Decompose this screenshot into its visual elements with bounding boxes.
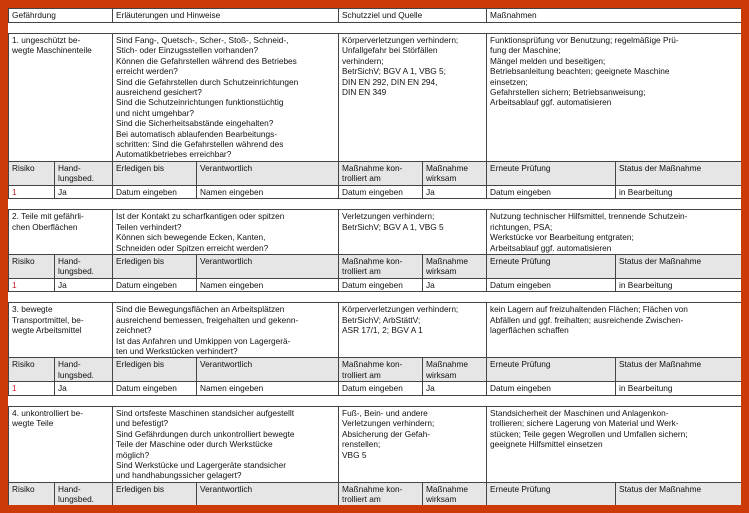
hazard-measures: Funktionsprüfung vor Benutzung; regelmäßige Prü- fung der Maschine; Mängel melden und beseitigen; Betriebsanleitung beachten; geeignete Maschine einsetzen; Gefahrstellen sichern; Betriebsanweisung; Arbeitsablauf ggf. automatisieren <box>487 34 741 162</box>
hazard-goal: Fuß-, Bein- und andere Verletzungen verhindern; Absicherung der Gefah- renstellen; VBG 5 <box>339 406 487 482</box>
hazard-row <box>9 34 742 162</box>
label-kontrolliert: Maßnahme kon- trolliert am <box>339 162 423 186</box>
label-erneute-pruefung: Erneute Prüfung <box>487 482 616 505</box>
label-verantwortlich: Verantwortlich <box>197 358 339 382</box>
label-verantwortlich: Verantwortlich <box>197 482 339 505</box>
hazard-row <box>9 303 742 358</box>
hazard-measures: Nutzung technischer Hilfsmittel, trennende Schutzein- richtungen, PSA; Werkstücke vor Bearbeitung entgraten; Arbeitsablauf ggf. automatisieren <box>487 210 741 255</box>
header-schutzziel: Schutzziel und Quelle <box>339 9 487 23</box>
spacer-row <box>9 395 742 406</box>
label-status: Status der Maßnahme <box>616 162 741 186</box>
hazard-notes: Ist der Kontakt zu scharfkantigen oder spitzen Teilen verhindert? Können sich bewegende Ecken, Kanten, Schneiden oder Spitzen erreicht werden? <box>113 210 339 255</box>
label-erneute-pruefung: Erneute Prüfung <box>487 162 616 186</box>
label-risiko: Risiko <box>9 358 55 382</box>
action-required-value[interactable]: Ja <box>55 186 113 199</box>
due-date-field[interactable]: Datum eingeben <box>113 279 197 292</box>
action-required-value[interactable]: Ja <box>55 279 113 292</box>
checked-date-field[interactable]: Datum eingeben <box>339 186 423 199</box>
label-kontrolliert: Maßnahme kon- trolliert am <box>339 482 423 505</box>
status-value[interactable]: in Bearbeitung <box>616 279 741 292</box>
label-wirksam: Maßnahme wirksam <box>423 255 487 279</box>
checked-date-field[interactable]: Datum eingeben <box>339 382 423 395</box>
label-status: Status der Maßnahme <box>616 255 741 279</box>
sub-header-row <box>9 358 742 382</box>
label-handlungsbed: Hand- lungsbed. <box>55 255 113 279</box>
header-gefaehrdung: Gefährdung <box>9 9 113 23</box>
hazard-assessment-table <box>8 8 741 505</box>
responsible-field[interactable]: Namen eingeben <box>197 279 339 292</box>
label-kontrolliert: Maßnahme kon- trolliert am <box>339 358 423 382</box>
hazard-goal: Körperverletzungen verhindern; BetrSichV; ArbStättV; ASR 17/1, 2; BGV A 1 <box>339 303 487 358</box>
hazard-goal: Körperverletzungen verhindern; Unfallgefahr bei Störfällen verhindern; BetrSichV; BGV A 1, VBG 5; DIN EN 292, DIN EN 294, DIN EN 349 <box>339 34 487 162</box>
spacer-row <box>9 292 742 303</box>
hazard-name: 1. ungeschützt be- wegte Maschinenteile <box>9 34 113 162</box>
sub-header-row <box>9 162 742 186</box>
values-row <box>9 279 742 292</box>
hazard-name: 2. Teile mit gefährli- chen Oberflächen <box>9 210 113 255</box>
label-erledigen-bis: Erledigen bis <box>113 162 197 186</box>
label-status: Status der Maßnahme <box>616 482 741 505</box>
label-verantwortlich: Verantwortlich <box>197 255 339 279</box>
risk-value[interactable]: 1 <box>9 279 55 292</box>
document-page <box>8 8 741 505</box>
sub-header-row <box>9 255 742 279</box>
sub-header-row <box>9 482 742 505</box>
recheck-date-field[interactable]: Datum eingeben <box>487 279 616 292</box>
effective-value[interactable]: Ja <box>423 186 487 199</box>
responsible-field[interactable]: Namen eingeben <box>197 382 339 395</box>
spacer-row <box>9 23 742 34</box>
risk-value[interactable]: 1 <box>9 382 55 395</box>
header-erlaeuterungen: Erläuterungen und Hinweise <box>113 9 339 23</box>
label-erneute-pruefung: Erneute Prüfung <box>487 255 616 279</box>
label-handlungsbed: Hand- lungsbed. <box>55 358 113 382</box>
label-kontrolliert: Maßnahme kon- trolliert am <box>339 255 423 279</box>
hazard-measures: kein Lagern auf freizuhaltenden Flächen; Flächen von Abfällen und ggf. freihalten; ausreichende Zwischen- lagerflächen schaffen <box>487 303 741 358</box>
effective-value[interactable]: Ja <box>423 382 487 395</box>
spacer-row <box>9 199 742 210</box>
label-verantwortlich: Verantwortlich <box>197 162 339 186</box>
hazard-notes: Sind Fang-, Quetsch-, Scher-, Stoß-, Schneid-, Stich- oder Einzugsstellen vorhanden? Können die Gefahrstellen während des Betriebes erreicht werden? Sind die Gefahrstellen durch Schutzeinrichtungen ausreichend gesichert? Sind die Schutzeinrichtungen funktionstüchtig und nicht umgehbar? Sind die Sicherheitsabstände eingehalten? Bei automatisch ablaufenden Bearbeitungs- schritten: Sind die Gefahrstellen während des Automatikbetriebes erreichbar? <box>113 34 339 162</box>
hazard-row <box>9 210 742 255</box>
label-status: Status der Maßnahme <box>616 358 741 382</box>
label-erledigen-bis: Erledigen bis <box>113 482 197 505</box>
header-massnahmen: Maßnahmen <box>487 9 741 23</box>
label-risiko: Risiko <box>9 482 55 505</box>
values-row <box>9 382 742 395</box>
hazard-row <box>9 406 742 482</box>
due-date-field[interactable]: Datum eingeben <box>113 382 197 395</box>
effective-value[interactable]: Ja <box>423 279 487 292</box>
label-wirksam: Maßnahme wirksam <box>423 358 487 382</box>
recheck-date-field[interactable]: Datum eingeben <box>487 186 616 199</box>
hazard-name: 4. unkontrolliert be- wegte Teile <box>9 406 113 482</box>
label-risiko: Risiko <box>9 162 55 186</box>
checked-date-field[interactable]: Datum eingeben <box>339 279 423 292</box>
due-date-field[interactable]: Datum eingeben <box>113 186 197 199</box>
hazard-goal: Verletzungen verhindern; BetrSichV; BGV A 1, VBG 5 <box>339 210 487 255</box>
label-handlungsbed: Hand- lungsbed. <box>55 162 113 186</box>
status-value[interactable]: in Bearbeitung <box>616 382 741 395</box>
hazard-name: 3. bewegte Transportmittel, be- wegte Arbeitsmittel <box>9 303 113 358</box>
label-risiko: Risiko <box>9 255 55 279</box>
action-required-value[interactable]: Ja <box>55 382 113 395</box>
risk-value[interactable]: 1 <box>9 186 55 199</box>
table-header-row <box>9 9 742 23</box>
label-erledigen-bis: Erledigen bis <box>113 255 197 279</box>
label-erledigen-bis: Erledigen bis <box>113 358 197 382</box>
responsible-field[interactable]: Namen eingeben <box>197 186 339 199</box>
hazard-measures: Standsicherheit der Maschinen und Anlagenkon- trollieren; sichere Lagerung von Material und Werk- stücken; Teile gegen Wegrollen und Umfallen sichern; geeignete Hilfsmittel einsetzen <box>487 406 741 482</box>
label-wirksam: Maßnahme wirksam <box>423 162 487 186</box>
values-row <box>9 186 742 199</box>
hazard-notes: Sind ortsfeste Maschinen standsicher aufgestellt und befestigt? Sind Gefährdungen durch unkontrolliert bewegte Teile der Maschine oder durch Werkstücke möglich? Sind Werkstücke und Lagergeräte standsicher und handhabungssicher gelagert? <box>113 406 339 482</box>
hazard-notes: Sind die Bewegungsflächen an Arbeitsplätzen ausreichend bemessen, freigehalten und gekenn- zeichnet? Ist das Anfahren und Umkippen von Lagergerä- ten und Werkstücken verhindert? <box>113 303 339 358</box>
label-wirksam: Maßnahme wirksam <box>423 482 487 505</box>
label-handlungsbed: Hand- lungsbed. <box>55 482 113 505</box>
label-erneute-pruefung: Erneute Prüfung <box>487 358 616 382</box>
recheck-date-field[interactable]: Datum eingeben <box>487 382 616 395</box>
status-value[interactable]: in Bearbeitung <box>616 186 741 199</box>
